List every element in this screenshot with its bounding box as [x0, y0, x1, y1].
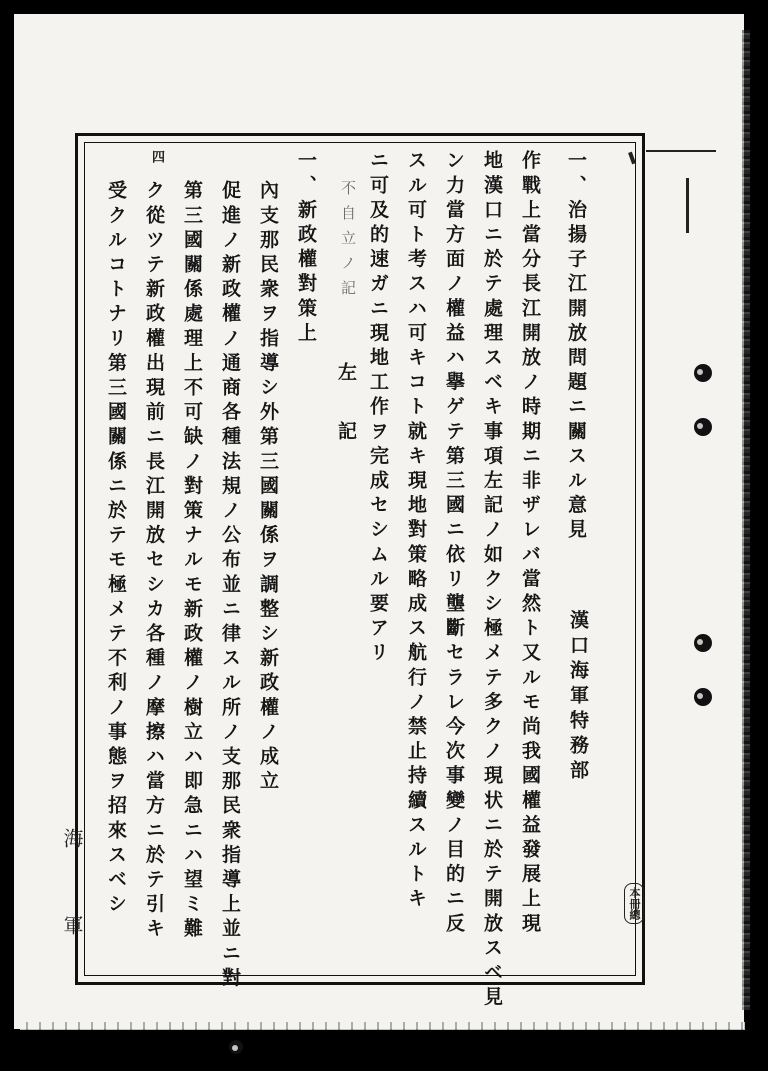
margin-text-top: 海 [60, 828, 84, 848]
stray-ink-spot [229, 1040, 243, 1054]
binding-hole-2 [694, 418, 712, 436]
text-column-6: ニ可及的速ガニ現地工作ヲ完成セシムル要アリ [367, 150, 389, 667]
binding-hole-3 [694, 634, 712, 652]
text-column-5: スル可ト考スハ可キコト就キ現地對策略成ス航行ノ禁止持續スルトキ [405, 150, 427, 913]
text-column-7: 不自立ノ記 [339, 180, 357, 305]
attachment-mark: 左記 [335, 362, 357, 480]
text-column-8: 一、新政權對策上 [295, 150, 317, 347]
binding-hole-1 [694, 364, 712, 382]
text-column-9: 內支那民衆ヲ指導シ外第三國關係ヲ調整シ新政權ノ成立 [257, 180, 279, 795]
text-column-1: 一、治揚子江開放問題ニ關スル意見 [565, 150, 587, 544]
scan-edge-shadow [742, 30, 750, 1010]
scan-bottom-noise [20, 1022, 745, 1030]
text-column-4: ン力當方面ノ權益ハ擧ゲテ第三國ニ依リ壟斷セラレ今次事變ノ目的ニ反 [443, 150, 465, 938]
right-margin-mark [686, 178, 689, 233]
text-column-12: ク從ツテ新政權出現前ニ長江開放セシカ各種ノ摩擦ハ當方ニ於テ引キ [143, 180, 165, 943]
volume-stamp: 本冊總 [624, 883, 644, 924]
text-column-10: 促進ノ新政權ノ通商各種法規ノ公布並ニ律スル所ノ支那民衆指導上並ニ對 [219, 180, 241, 992]
text-column-11: 第三國關係處理上不可缺ノ對策ナルモ新政權ノ樹立ハ即急ニハ望ミ難 [181, 180, 203, 943]
heading-number: 四 [149, 150, 164, 169]
margin-text-bottom: 軍 [60, 915, 84, 935]
text-column-3: 地漢口ニ於テ處理スベキ事項左記ノ如クシ極メテ多クノ現状ニ於テ開放スベ見 [481, 150, 503, 1011]
top-right-line [646, 150, 716, 152]
text-column-13: 受クルコトナリ第三國關係ニ於テモ極メテ不利ノ事態ヲ招來スベシ [105, 180, 127, 918]
binding-hole-4 [694, 688, 712, 706]
inner-border [84, 142, 636, 976]
author-label: 漢口海軍特務部 [567, 610, 589, 785]
text-column-2: 作戰上當分長江開放ノ時期ニ非ザレバ當然ト又ルモ尚我國權益發展上現 [519, 150, 541, 938]
